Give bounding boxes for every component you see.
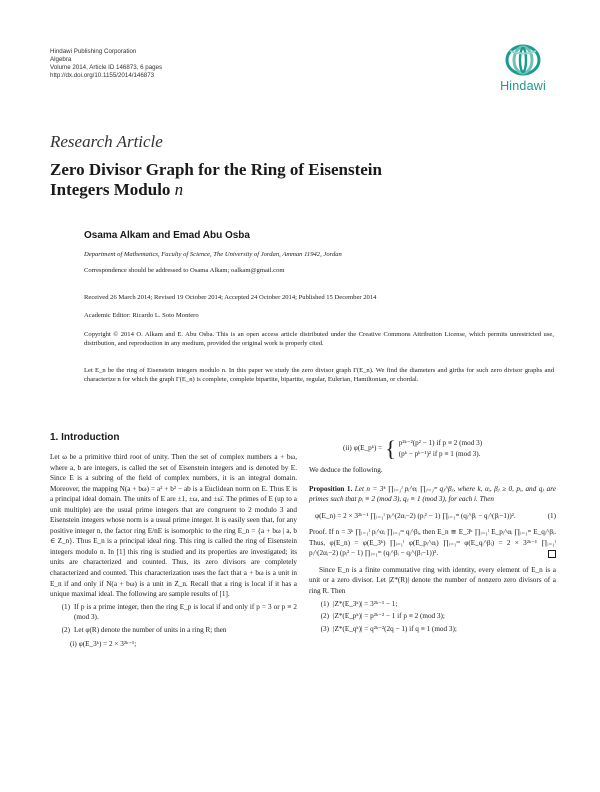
qed-square-icon xyxy=(548,550,556,558)
paper-title xyxy=(50,160,510,200)
list-item xyxy=(309,599,556,610)
logo-text: Hindawi xyxy=(500,79,546,93)
list-item-text: |Z*(E_pᵏ)| = p²ᵏ⁻² − 1 if p ≡ 2 (mod 3); xyxy=(333,612,445,621)
publication-dates: Received 26 March 2014; Revised 19 October 2014; Accepted 24 October 2014; Published 15 December 2014 xyxy=(84,294,377,301)
list-item-label: (2) xyxy=(320,612,329,621)
list-item xyxy=(50,602,297,623)
paragraph-zero-divisors: Since E_n is a finite commutative ring with identity, every element of E_n is a unit or a zero divisor. Let |Z*(R)| denote the number of nonzero zero divisors of a ring R. Then xyxy=(309,565,556,596)
case-lines xyxy=(399,438,482,459)
volume-info: Volume 2014, Article ID 146873, 6 pages xyxy=(50,64,163,71)
case-brace: { xyxy=(385,435,396,461)
list-item-label: (2) xyxy=(61,625,70,634)
proof-text: Proof. If n = 3ᵏ ∏ᵢ₌₁ˡ pᵢ^αᵢ ∏ᵢ₌₁ᵐ qᵢ^βᵢ, then E_n ≅ E_3ᵏ ∏ᵢ₌₁ˡ E_pᵢ^αᵢ ∏ᵢ₌₁ᵐ E_qᵢ^βᵢ. Thus, φ(E_n) = φ(E_3ᵏ) ∏ᵢ₌₁ˡ φ(E_pᵢ^αᵢ) ∏ᵢ₌₁ᵐ φ(E_qᵢ^βᵢ) = 2 × 3²ᵏ⁻¹ ∏ᵢ₌₁ˡ pᵢ^(2αᵢ−2) (pᵢ² − 1) ∏ᵢ₌₁ᵐ (qᵢ^βᵢ − qᵢ^(βᵢ−1))². xyxy=(309,528,556,558)
equation-1-number: (1) xyxy=(547,511,556,520)
proposition xyxy=(309,484,556,505)
sub-item-i: (i) φ(E_3ᵏ) = 2 × 3²ᵏ⁻¹; xyxy=(70,640,137,649)
title-line-2-main: Integers Modulo xyxy=(50,180,175,199)
list-item xyxy=(309,624,556,635)
equation-1-body: φ(E_n) = 2 × 3²ᵏ⁻¹ ∏ᵢ₌₁ˡ pᵢ^(2αᵢ−2) (pᵢ² − 1) ∏ᵢ₌₁ᵐ (qᵢ^βᵢ − qᵢ^(βᵢ−1))². xyxy=(315,511,516,520)
authors: Osama Alkam and Emad Abu Osba xyxy=(84,230,250,241)
title-variable: n xyxy=(174,180,184,199)
journal-name: Algebra xyxy=(50,56,72,63)
left-column xyxy=(50,452,297,650)
section-heading-introduction: 1. Introduction xyxy=(50,432,120,443)
publisher-name: Hindawi Publishing Corporation xyxy=(50,48,137,55)
abstract: Let E_n be the ring of Eisenstein integers modulo n. In this paper we study the zero divisor graph Γ(E_n). We find the diameters and girths for such zero divisor graphs and characterize n for which the graph Γ(E_n) is complete, complete bipartite, bipartite, regular, Eulerian, Hamiltonian, or chordal. xyxy=(84,367,554,383)
copyright-notice: Copyright © 2014 O. Alkam and E. Abu Osba. This is an open access article distributed under the Creative Commons Attribution License, which permits unrestricted use, distribution, and reproduction in any medium, provided the original work is properly cited. xyxy=(84,331,554,347)
affiliation: Department of Mathematics, Faculty of Science, The University of Jordan, Amman 11942, Jordan xyxy=(84,251,342,258)
academic-editor: Academic Editor: Ricardo L. Soto Montero xyxy=(84,312,199,319)
list-item-text: Let φ(R) denote the number of units in a ring R; then xyxy=(74,625,227,634)
right-column xyxy=(309,432,556,636)
intro-paragraph: Let ω be a primitive third root of unity. Then the set of complex numbers a + bω, where a, b are integers, is called the set of Eisenstein integers and is denoted by E. Since E is a subring of the field of complex numbers, it is an integral domain. Moreover, the mapping N(a + bω) = a² + b² − ab is a Euclidean norm on E. Thus E is a principal ideal domain. The units of E are ±1, ±ω, and ±ω̄. The primes of E (up to a unit multiple) are the usual prime integers that are congruent to 2 modulo 3 and Eisenstein integers whose norm is a usual prime integer. It is easily seen that, for any positive integer n, the factor ring E/nE is isomorphic to the ring E_n = {a + bω | a, b ∈ Z_n}. Thus E_n is a principal ideal ring. This ring is called the ring of Eisenstein integers modulo n. In [1] this ring is studied and its properties are investigated; its units are characterized and counted. Thus, its zero divisors are completely characterized and counted. This characterization uses the fact that a + bω is a unit in E_n if and only if N(a + bω) is a unit in Z_n. Recall that a ring is local if it has a unique maximal ideal. The following are sample results of [1]. xyxy=(50,453,297,599)
equation-1 xyxy=(309,511,556,522)
list-item xyxy=(50,625,297,636)
list-item-text: |Z*(E_qᵏ)| = q²ᵏ⁻²(2q − 1) if q ≡ 1 (mod 3); xyxy=(333,624,457,633)
list-item-label: (1) xyxy=(320,599,329,608)
hindawi-logo-icon xyxy=(502,42,544,78)
hindawi-logo xyxy=(493,42,553,93)
case-line-2: (pᵏ − pᵏ⁻¹)² if p ≡ 1 (mod 3). xyxy=(398,449,481,458)
journal-header xyxy=(50,48,162,80)
list-item-text: If p is a prime integer, then the ring E_p is local if and only if p = 3 or p ≡ 2 (mod 3). xyxy=(74,602,297,622)
proposition-label: Proposition 1. xyxy=(309,484,353,493)
list-item-label: (1) xyxy=(61,602,70,611)
list-item-text: |Z*(E_3ᵏ)| = 3²ᵏ⁻¹ − 1; xyxy=(333,599,398,608)
proposition-text: Let n = 3ᵏ ∏ᵢ₌₁ˡ pᵢ^αᵢ ∏ⱼ₌₁ᵐ qⱼ^βⱼ, where k, αᵢ, βⱼ ≥ 0, pᵢ, and qⱼ are primes such that pᵢ ≡ 2 (mod 3), qⱼ ≡ 1 (mod 3), for each i. Then xyxy=(309,484,556,504)
list-item xyxy=(309,611,556,622)
correspondence: Correspondence should be addressed to Osama Alkam; oalkam@gmail.com xyxy=(84,267,285,274)
article-type: Research Article xyxy=(50,132,163,151)
case-equation-label: (ii) φ(E_pᵏ) = xyxy=(343,444,383,453)
title-line-1: Zero Divisor Graph for the Ring of Eisenstein xyxy=(50,160,382,179)
case-line-1: p²ᵏ⁻²(p² − 1) if p ≡ 2 (mod 3) xyxy=(398,439,483,447)
proof xyxy=(309,527,556,559)
doi-link[interactable]: http://dx.doi.org/10.1155/2014/146873 xyxy=(50,72,155,79)
title-line-2 xyxy=(50,180,510,200)
case-equation xyxy=(343,435,556,461)
list-item-label: (3) xyxy=(320,624,329,633)
deduction-text: We deduce the following. xyxy=(309,466,383,475)
